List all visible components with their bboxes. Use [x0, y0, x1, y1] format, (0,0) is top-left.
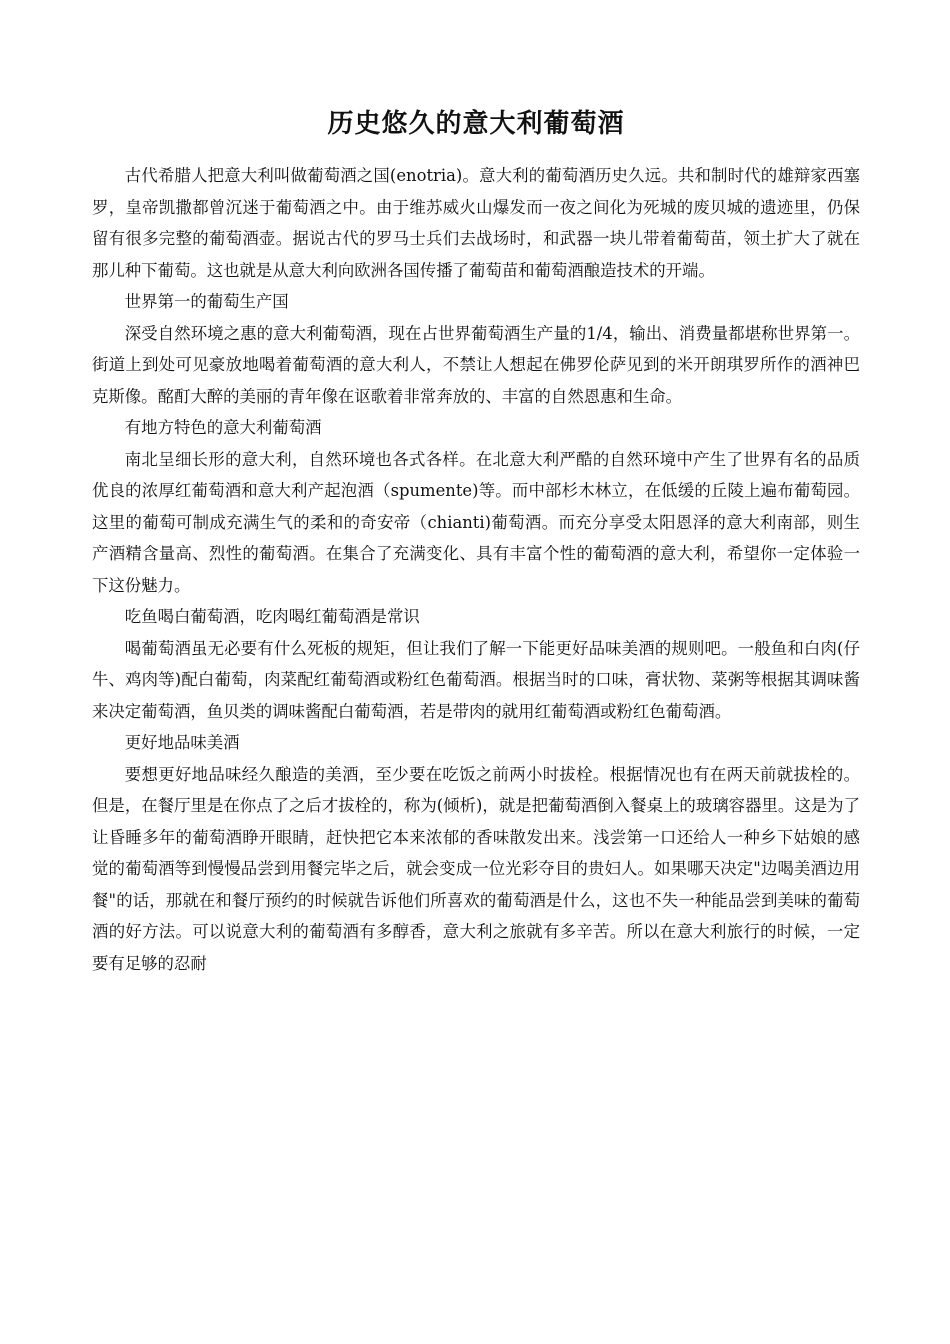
paragraph-tasting: 要想更好地品味经久酿造的美酒，至少要在吃饭之前两小时拔栓。根据情况也有在两天前就拔栓的。但是，在餐厅里是在你点了之后才拔栓的，称为(倾析)，就是把葡萄酒倒入餐桌上的玻璃容器里。这是为了让昏睡多年的葡萄酒睁开眼睛，赶快把它本来浓郁的香味散发出来。浅尝第一口还给人一种乡下姑娘的感觉的葡萄酒等到慢慢品尝到用餐完毕之后，就会变成一位光彩夺目的贵妇人。如果哪天决定"边喝美酒边用餐"的话，那就在和餐厅预约的时候就告诉他们所喜欢的葡萄酒是什么，这也不失一种能品尝到美味的葡萄酒的好方法。可以说意大利的葡萄酒有多醇香，意大利之旅就有多辛苦。所以在意大利旅行的时候，一定要有足够的忍耐	[92, 764, 860, 973]
paragraph-pairing: 喝葡萄酒虽无必要有什么死板的规矩，但让我们了解一下能更好品味美酒的规则吧。一般鱼和白肉(仔牛、鸡肉等)配白葡萄，肉菜配红葡萄酒或粉红色葡萄酒。根据当时的口味，膏状物、菜粥等根据其调味酱来决定葡萄酒，鱼贝类的调味酱配白葡萄酒，若是带肉的就用红葡萄酒或粉红色葡萄酒。	[92, 638, 860, 721]
section-heading-tasting: 更好地品味美酒	[124, 733, 240, 752]
section-heading-production: 世界第一的葡萄生产国	[124, 292, 289, 311]
section-heading-regional: 有地方特色的意大利葡萄酒	[124, 418, 322, 437]
section-heading-pairing: 吃鱼喝白葡萄酒，吃肉喝红葡萄酒是常识	[124, 607, 420, 626]
paragraph-production: 深受自然环境之惠的意大利葡萄酒，现在占世界葡萄酒生产量的1/4，输出、消费量都堪称世界第一。街道上到处可见豪放地喝着葡萄酒的意大利人，不禁让人想起在佛罗伦萨见到的米开朗琪罗所作的酒神巴克斯像。酩酊大醉的美丽的青年像在讴歌着非常奔放的、丰富的自然恩惠和生命。	[92, 323, 860, 406]
document-page	[92, 104, 860, 979]
paragraph-regional: 南北呈细长形的意大利，自然环境也各式各样。在北意大利严酷的自然环境中产生了世界有名的品质优良的浓厚红葡萄酒和意大利产起泡酒（spumente)等。而中部杉木林立，在低缓的丘陵上遍布葡萄园。这里的葡萄可制成充满生气的柔和的奇安帝（chianti)葡萄酒。而充分享受太阳恩泽的意大利南部，则生产酒精含量高、烈性的葡萄酒。在集合了充满变化、具有丰富个性的葡萄酒的意大利，希望你一定体验一下这份魅力。	[92, 449, 860, 595]
document-title: 历史悠久的意大利葡萄酒	[327, 109, 625, 139]
paragraph-intro: 古代希腊人把意大利叫做葡萄酒之国(enotria)。意大利的葡萄酒历史久远。共和制时代的雄辩家西塞罗，皇帝凯撒都曾沉迷于葡萄酒之中。由于维苏威火山爆发而一夜之间化为死城的废贝城的遗迹里，仍保留有很多完整的葡萄酒壶。据说古代的罗马士兵们去战场时，和武器一块儿带着葡萄苗，领土扩大了就在那儿种下葡萄。这也就是从意大利向欧洲各国传播了葡萄苗和葡萄酒酿造技术的开端。	[92, 166, 860, 280]
